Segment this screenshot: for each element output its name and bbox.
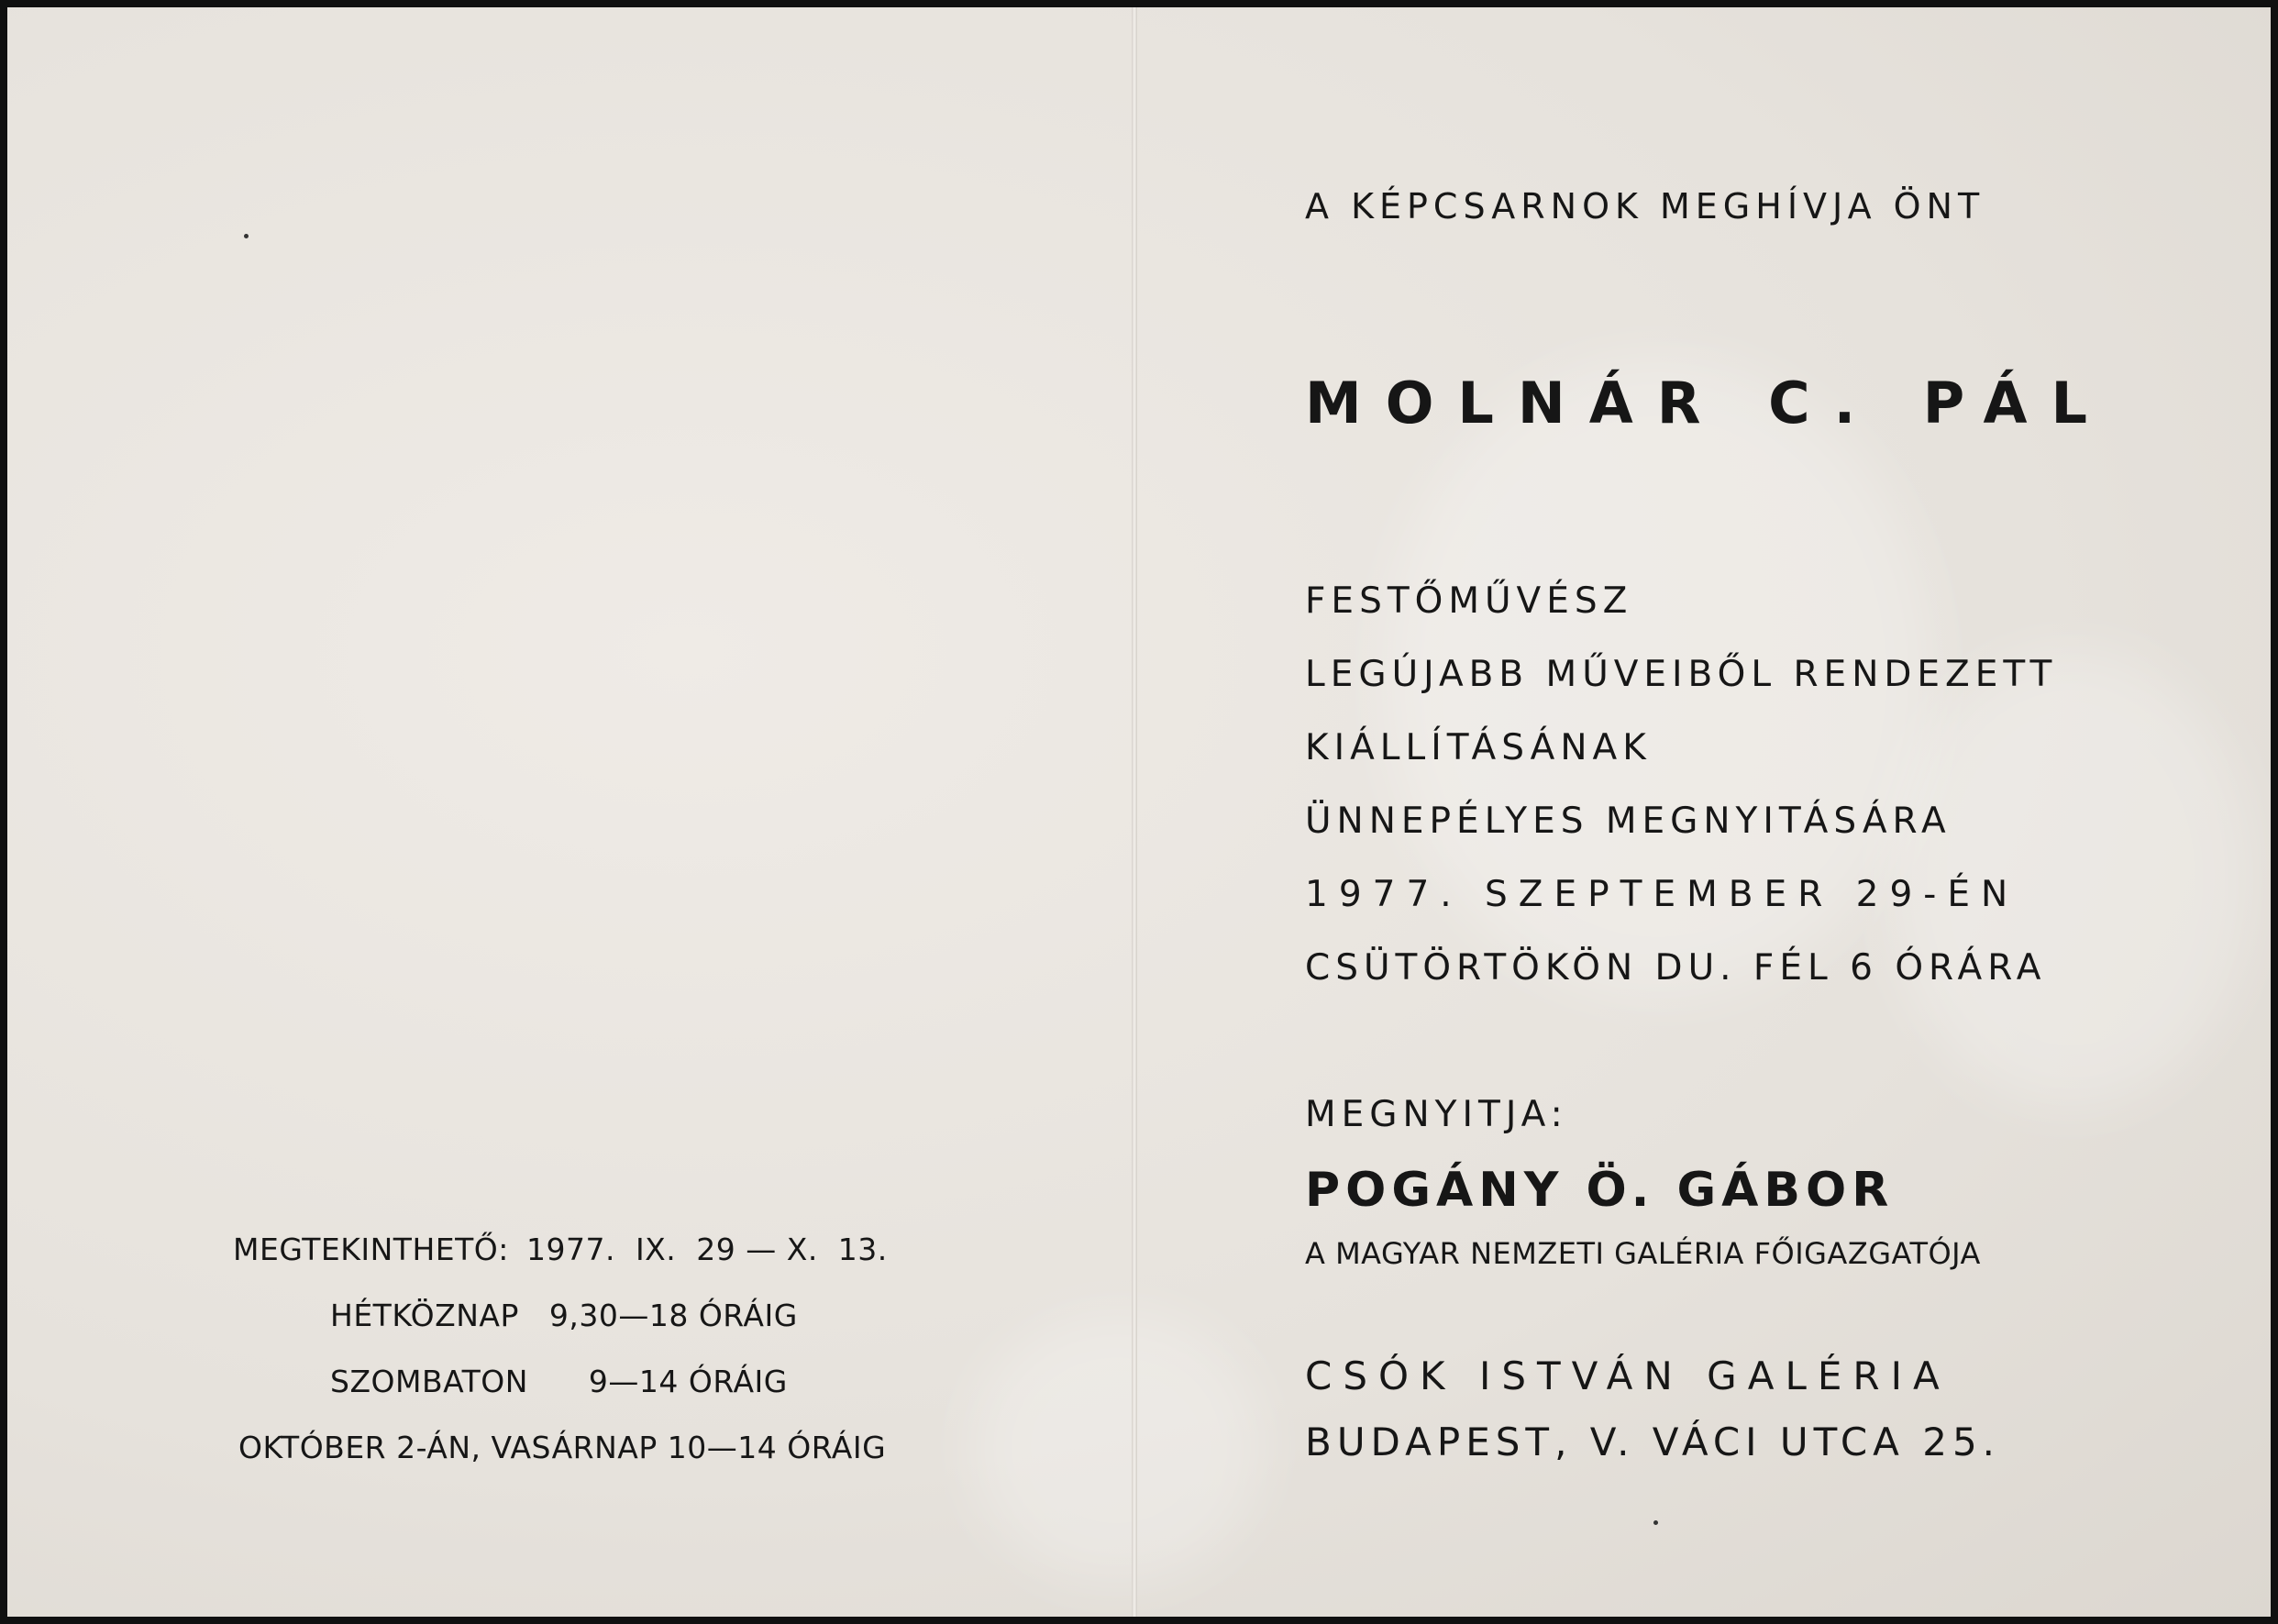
opener-title: A MAGYAR NEMZETI GALÉRIA FŐIGAZGATÓJA [1305, 1236, 1981, 1271]
viewing-label: MEGTEKINTHETŐ: [233, 1232, 509, 1267]
body-line: LEGÚJABB MŰVEIBŐL RENDEZETT [1305, 654, 2058, 695]
opened-by-label: MEGNYITJA: [1305, 1094, 1568, 1135]
body-line: CSÜTÖRTÖKÖN DU. FÉL 6 ÓRÁRA [1305, 947, 2047, 989]
invite-line: A KÉPCSARNOK MEGHÍVJA ÖNT [1305, 186, 1985, 226]
sunday-hours: OKTÓBER 2-ÁN, VASÁRNAP 10—14 ÓRÁIG [238, 1430, 887, 1465]
fold-crease [1132, 7, 1137, 1617]
body-line: 1977. SZEPTEMBER 29-ÉN [1305, 874, 2019, 915]
invitation-card [7, 7, 2271, 1617]
viewing-dates: 1977. IX. 29 — X. 13. [526, 1232, 888, 1267]
body-line: ÜNNEPÉLYES MEGNYITÁSÁRA [1305, 801, 1952, 842]
paper-speck [244, 234, 249, 238]
body-line: KIÁLLÍTÁSÁNAK [1305, 727, 1652, 768]
paper-smudge [970, 1309, 1264, 1585]
artist-name: MOLNÁR C. PÁL [1305, 370, 2111, 436]
venue-name: CSÓK ISTVÁN GALÉRIA [1305, 1353, 1951, 1398]
venue-address: BUDAPEST, V. VÁCI UTCA 25. [1305, 1420, 2001, 1464]
weekday-hours: HÉTKÖZNAP 9,30—18 ÓRÁIG [330, 1298, 798, 1333]
paper-speck [1653, 1520, 1658, 1525]
saturday-hours: SZOMBATON 9—14 ÓRÁIG [330, 1364, 788, 1399]
body-line: FESTŐMŰVÉSZ [1305, 580, 1633, 622]
opener-name: POGÁNY Ö. GÁBOR [1305, 1163, 1895, 1218]
